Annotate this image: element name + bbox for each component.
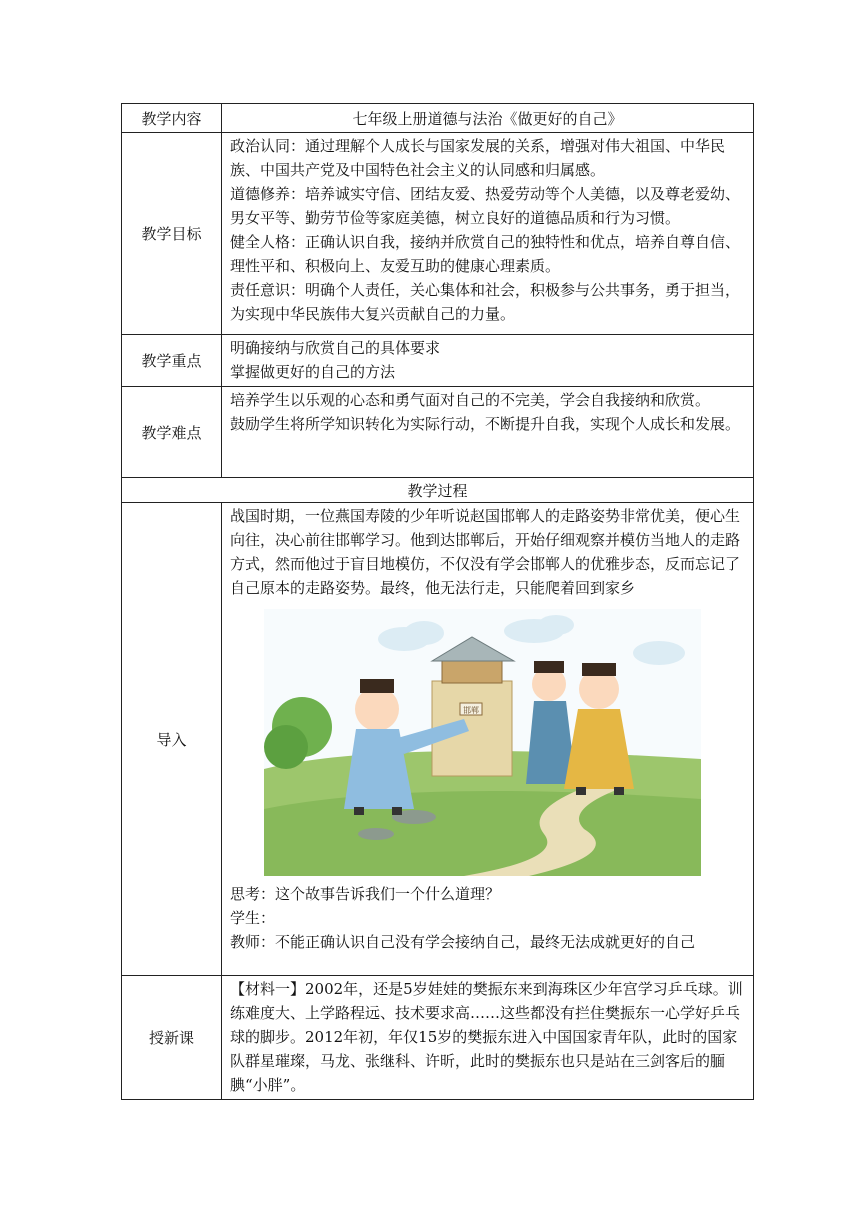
intro-teacher: 教师：不能正确认识自己没有学会接纳自己，最终无法成就更好的自己: [230, 933, 696, 951]
key-point-1: 明确接纳与欣赏自己的具体要求: [230, 339, 441, 357]
difficulties-cell: [222, 387, 754, 478]
row-process-header: [122, 478, 754, 503]
intro-cell: [222, 503, 754, 976]
row-teaching-content: [122, 104, 754, 133]
label-teaching-key-points: 教学重点: [122, 335, 222, 387]
label-teaching-goals: 教学目标: [122, 133, 222, 335]
intro-story: 战国时期，一位燕国寿陵的少年听说赵国邯郸人的走路姿势非常优美，便心生向往，决心前往邯郸学习。他到达邯郸后，开始仔细观察并模仿当地人的走路方式，然而他过于盲目地模仿，不仅没有学会邯郸人的优雅步态，反而忘记了自己原本的走路姿势。最终，他无法行走，只能爬着回到家乡: [230, 507, 741, 597]
row-teaching-difficulties: [122, 387, 754, 478]
illustration-sign: 邯郸: [463, 706, 479, 715]
intro-question: 思考：这个故事告诉我们一个什么道理？: [230, 885, 501, 903]
key-points-cell: [222, 335, 754, 387]
process-header: 教学过程: [122, 478, 754, 503]
goal-responsibility: 责任意识：明确个人责任，关心集体和社会，积极参与公共事务，勇于担当，为实现中华民族伟大复兴贡献自己的力量。: [230, 281, 741, 323]
lesson-plan-table: [121, 103, 754, 1100]
label-new-lesson: 授新课: [122, 976, 222, 1100]
goal-political: 政治认同：通过理解个人成长与国家发展的关系，增强对伟大祖国、中华民族、中国共产党及中国特色社会主义的认同感和归属感。: [230, 137, 726, 179]
row-teaching-goals: [122, 133, 754, 335]
material-one: 【材料一】2002年，还是5岁娃娃的樊振东来到海珠区少年宫学习乒乓球。训练难度大、上学路程远、技术要求高……这些都没有拦住樊振东一心学好乒乓球的脚步。2012年初，年仅15岁的樊振东进入中国国家青年队，此时的国家队群星璀璨，马龙、张继科、许昕，此时的樊振东也只是站在三剑客后的腼腆“小胖”。: [230, 980, 743, 1094]
intro-student: 学生：: [230, 909, 276, 927]
goal-moral: 道德修养：培养诚实守信、团结友爱、热爱劳动等个人美德，以及尊老爱幼、男女平等、勤劳节俭等家庭美德，树立良好的道德品质和行为习惯。: [230, 185, 741, 227]
row-intro: [122, 503, 754, 976]
label-teaching-content: 教学内容: [122, 104, 222, 133]
label-teaching-difficulties: 教学难点: [122, 387, 222, 478]
difficulty-2: 鼓励学生将所学知识转化为实际行动，不断提升自我，实现个人成长和发展。: [230, 415, 741, 433]
difficulty-1: 培养学生以乐观的心态和勇气面对自己的不完美，学会自我接纳和欣赏。: [230, 391, 711, 409]
goal-personality: 健全人格：正确认识自我，接纳并欣赏自己的独特性和优点，培养自尊自信、理性平和、积极向上、友爱互助的健康心理素质。: [230, 233, 741, 275]
goals-cell: [222, 133, 754, 335]
new-lesson-cell: [222, 976, 754, 1100]
row-teaching-key-points: [122, 335, 754, 387]
key-point-2: 掌握做更好的自己的方法: [230, 363, 396, 381]
row-new-lesson: [122, 976, 754, 1100]
label-intro: 导入: [122, 503, 222, 976]
handan-illustration: [264, 609, 701, 876]
lesson-title: 七年级上册道德与法治《做更好的自己》: [222, 104, 754, 133]
